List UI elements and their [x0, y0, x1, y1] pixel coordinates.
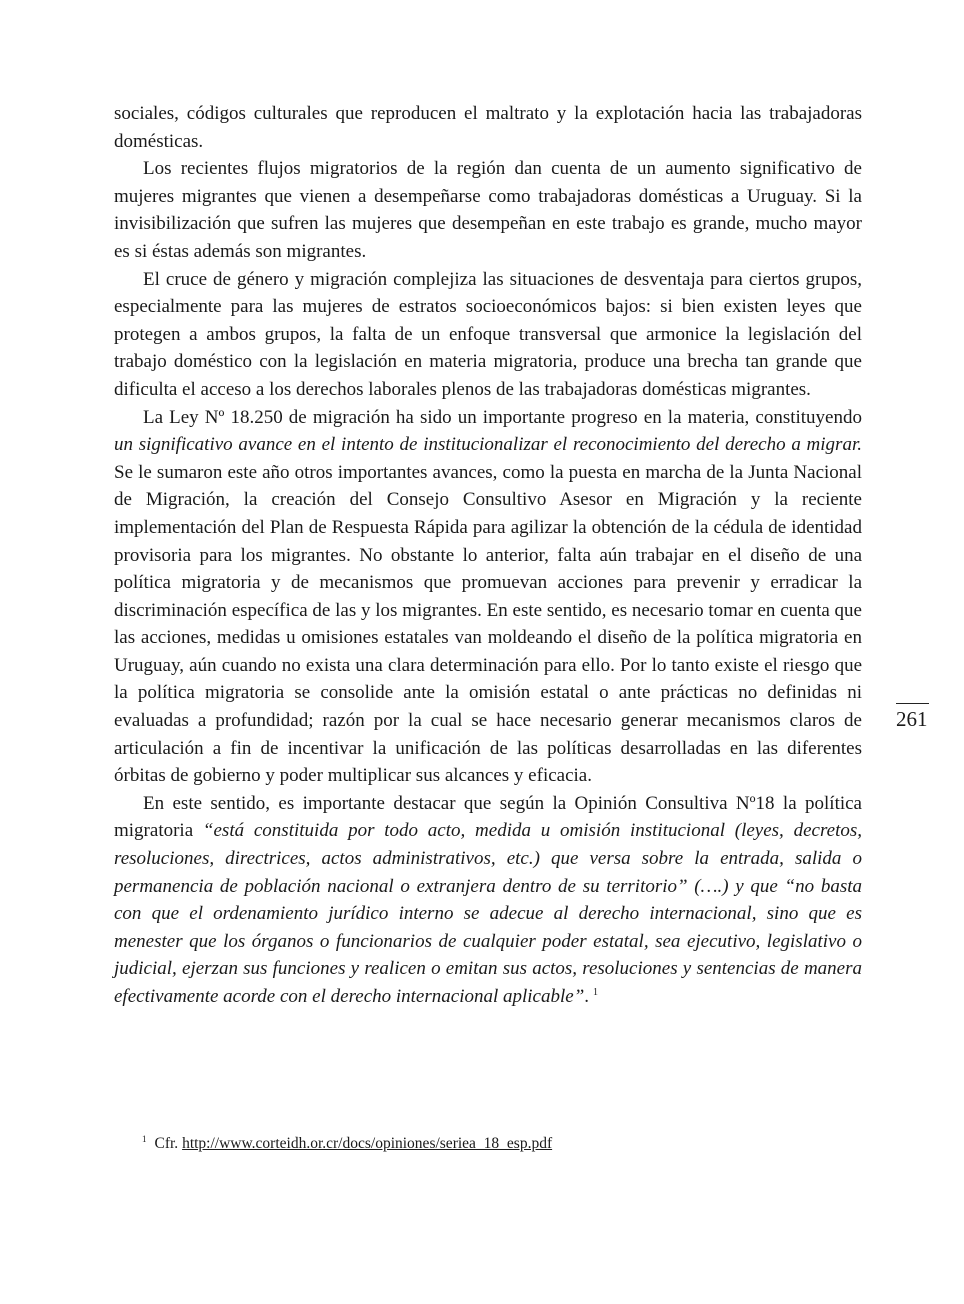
paragraph-5-text-start: En este sentido, es importante destacar que según la Opinión Consultiva Nº18 la política migratoria [114, 792, 862, 842]
page-number: 261 [896, 707, 928, 731]
body-text [114, 100, 862, 1011]
footnote-prefix: Cfr. [154, 1135, 183, 1152]
paragraph-5-text-end: . [584, 986, 590, 1007]
paragraph-4-text-start: La Ley Nº 18.250 de migración ha sido un importante progreso en la materia, constituyendo [143, 406, 862, 428]
footnote-marker: 1 [142, 1134, 147, 1144]
page-number-rule [896, 703, 929, 704]
paragraph-3: El cruce de género y migración complejiza las situaciones de desventaja para ciertos grupos, especialmente para las mujeres de estratos socioeconómicos bajos: si bien existen leyes que protegen a ambos grupos, la falta de un enfoque transversal que armonice la legislación del trabajo doméstico con la legislación en materia migratoria, produce una brecha tan grande que dificulta el acceso a los derechos laborales plenos de las trabajadoras domésticas migrantes. [114, 268, 862, 400]
paragraph-5 [114, 790, 862, 1011]
paragraph-2: Los recientes flujos migratorios de la región dan cuenta de un aumento significativo de mujeres migrantes que vienen a desempeñarse como trabajadoras domésticas a Uruguay. Si la invisibilización que sufren las mujeres que desempeñan en este trabajo es grande, mucho mayor es si éstas además son migrantes. [114, 158, 862, 262]
footnote-reference[interactable]: 1 [593, 987, 599, 998]
footnote [142, 1133, 862, 1155]
paragraph-4-text-end: Se le sumaron este año otros importantes avances, como la puesta en marcha de la Junta Nacional de Migración, la creación del Consejo Consultivo Asesor en Migración y la reciente implementación del Plan de Respuesta Rápida para agilizar la obtención de la cédula de identidad provisoria para los migrantes. No obstante lo anterior, falta aún trabajar en el diseño de una política migratoria y de mecanismos que promuevan acciones para prevenir y erradicar la discriminación específica de las y los migrantes. En este sentido, es necesario tomar en cuenta que las acciones, medidas u omisiones estatales van moldeando el diseño de la política migratoria en Uruguay, aún cuando no exista una clara determinación para ello. Por lo tanto existe el riesgo que la política migratoria se consolide ante la omisión estatal o ante prácticas no definidas ni evaluadas a profundidad; razón por la cual se hace necesario generar mecanismos claros de articulación a fin de incentivar la unificación de las políticas desarrolladas en las diferentes órbitas de gobierno y poder multiplicar sus alcances y eficacia. [114, 461, 862, 787]
paragraph-1: sociales, códigos culturales que reproducen el maltrato y la explotación hacia las trabajadoras domésticas. [114, 103, 862, 152]
paragraph-4-italic-quote: un significativo avance en el intento de institucionalizar el reconocimiento del derecho a migrar. [114, 434, 862, 456]
paragraph-5-italic-quote: “está constituida por todo acto, medida u omisión institucional (leyes, decretos, resoluciones, directrices, actos administrativos, etc.) que versa sobre la entrada, salida o permanencia de población nacional o extranjera dentro de su territorio” (….) y que “no basta con que el ordenamiento jurídico interno se adecue al derecho internacional, sino que es menester que los órganos o funcionarios de cualquier poder estatal, sea ejecutivo, legislativo o judicial, ejerzan sus funciones y realicen o emitan sus actos, resoluciones y sentencias de manera efectivamente acorde con el derecho internacional aplicable” [114, 820, 862, 1007]
footnote-link[interactable]: http://www.corteidh.or.cr/docs/opiniones/seriea_18_esp.pdf [182, 1135, 553, 1152]
paragraph-4 [114, 404, 862, 790]
